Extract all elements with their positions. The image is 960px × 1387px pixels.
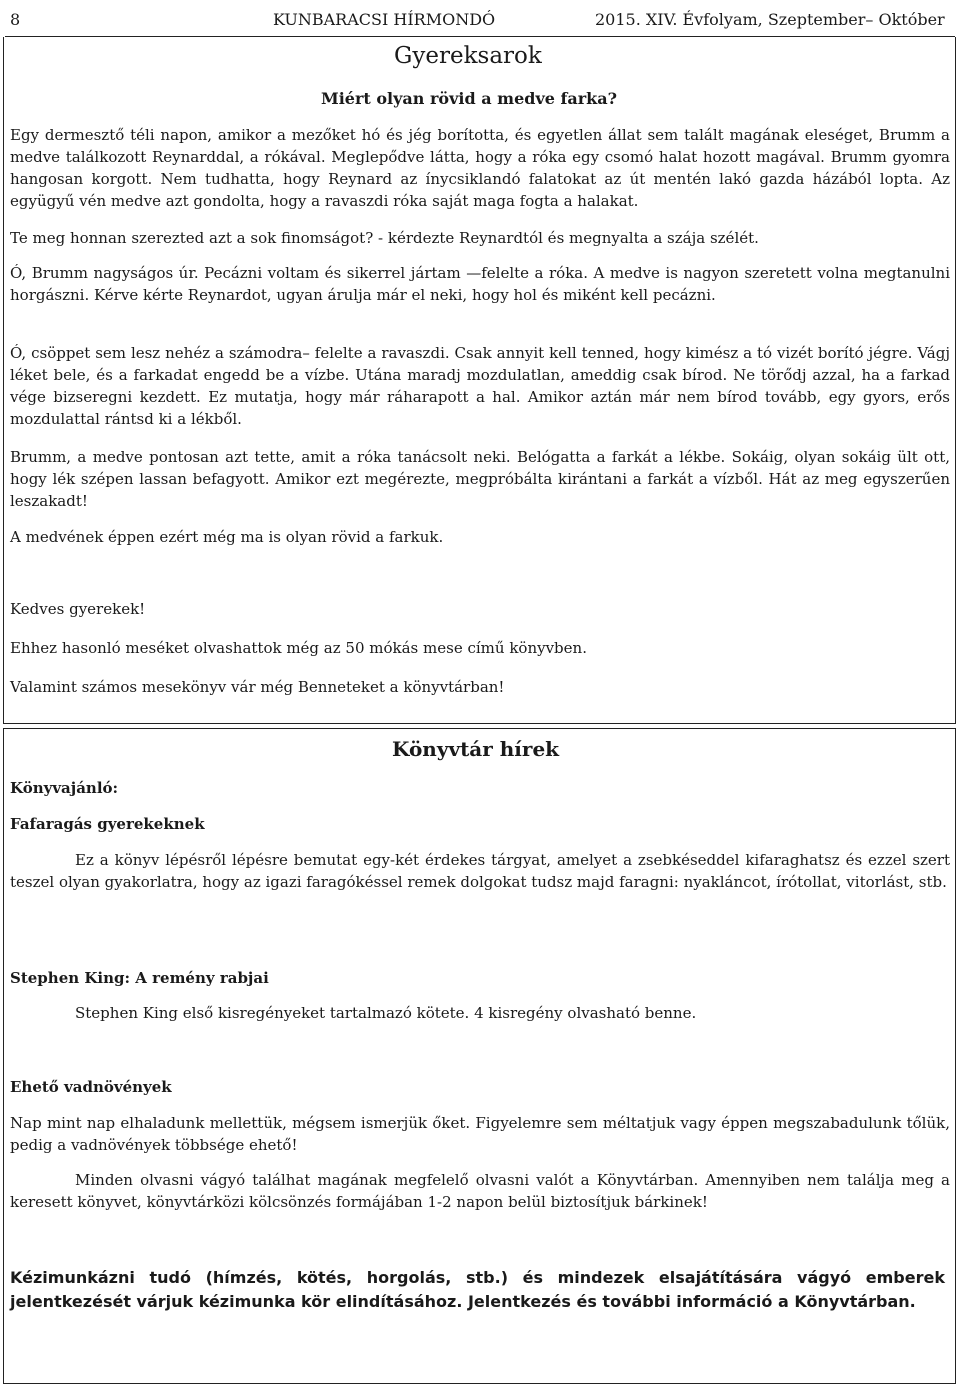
book-title: Stephen King: A remény rabjai: [10, 969, 269, 987]
book-description: Ez a könyv lépésről lépésre bemutat egy-két érdekes tárgyat, amelyet a zsebkéseddel kifaraghatsz és ezzel szert teszel olyan gyakorlatra, hogy az igazi faragókéssel remek dolgokat tudsz majd faragni: nyakláncot, írótollat, vitorlást, stb.: [10, 851, 950, 891]
greeting: Kedves gyerekek!: [10, 600, 146, 618]
story-title: Miért olyan rövid a medve farka?: [321, 89, 617, 108]
story-paragraph: Egy dermesztő téli napon, amikor a mezőket hó és jég borította, és egyetlen állat sem talált magának eleséget, Brumm a medve találkozott Reynarddal, a rókával. Meglepődve látta, hogy a róka egy csomó halat hozott magával. Brumm gyomra hangosan korgott. Nem tudhatta, hogy Reynard az ínycsiklandó falatokat az út mentén lakó gazda házából lopta. Az együgyű vén medve azt gondolta, hogy a ravaszdi róka saját maga fogta a halakat.: [10, 126, 950, 210]
story-paragraph: Te meg honnan szerezted azt a sok finomságot? - kérdezte Reynardtól és megnyalta a szája szélét.: [10, 229, 759, 247]
story-paragraph: Ó, csöppet sem lesz nehéz a számodra– felelte a ravaszdi. Csak annyit kell tenned, hogy kimész a tó vizét borító jégre. Vágj léket bele, és a farkadat engedd be a vízbe. Utána maradj mozdulatlan, ameddig csak bírod. Ne törődj azzal, ha a farkad vége bizseregni kezdett. Ez mutatja, hogy már ráharapott a hal. Amikor aztán már nem bírod tovább, egy gyors, erős mozdulattal rántsd ki a lékből.: [10, 344, 950, 428]
recommend-label: Könyvajánló:: [10, 779, 119, 797]
book-description: Stephen King első kisregényeket tartalmazó kötete. 4 kisregény olvasható benne.: [75, 1004, 697, 1022]
library-invite: Valamint számos mesekönyv vár még Benneteket a könyvtárban!: [10, 678, 505, 696]
handicraft-announcement: Kézimunkázni tudó (hímzés, kötés, horgolás, stb.) és mindezek elsajátítására vágyó emberek jelentkezését várjuk kézimunka kör elindításához. Jelentkezés és további információ a Könyvtárban.: [10, 1268, 945, 1311]
story-paragraph: Ó, Brumm nagyságos úr. Pecázni voltam és sikerrel jártam —felelte a róka. A medve is nagyon szeretett volna megtanulni horgászni. Kérve kérte Reynardot, ugyan árulja már el neki, hogy hol és miként kell pecázni.: [10, 264, 950, 304]
book-title: Ehető vadnövények: [10, 1078, 172, 1096]
story-paragraph: Brumm, a medve pontosan azt tette, amit a róka tanácsolt neki. Belógatta a farkát a lékbe. Sokáig, olyan sokáig ült ott, hogy lék szépen lassan befagyott. Amikor ezt megérezte, megpróbálta kirántani a farkát a vízből. Hát az meg egyszerűen leszakadt!: [10, 448, 950, 510]
library-info: Minden olvasni vágyó találhat magának megfelelő olvasni valót a Könyvtárban. Amennyiben nem találja meg a keresett könyvet, könyvtárközi kölcsönzés formájában 1-2 napon belül biztosítjuk bárkinek!: [10, 1171, 950, 1211]
book-tip: Ehhez hasonló meséket olvashattok még az 50 mókás mese című könyvben.: [10, 639, 587, 657]
issue-info: 2015. XIV. Évfolyam, Szeptember– Október: [595, 10, 945, 29]
publication-name: KUNBARACSI HÍRMONDÓ: [273, 10, 496, 29]
story-paragraph: A medvének éppen ezért még ma is olyan rövid a farkuk.: [10, 528, 444, 546]
page-number: 8: [10, 10, 21, 29]
page-header: [0, 0, 960, 40]
book-title: Fafaragás gyerekeknek: [10, 815, 205, 833]
section-title: Gyereksarok: [394, 43, 542, 69]
library-title: Könyvtár hírek: [392, 737, 560, 761]
book-description: Nap mint nap elhaladunk mellettük, mégsem ismerjük őket. Figyelemre sem méltatjuk vagy éppen megszabadulunk tőlük, pedig a vadnövények többsége ehető!: [10, 1114, 950, 1154]
